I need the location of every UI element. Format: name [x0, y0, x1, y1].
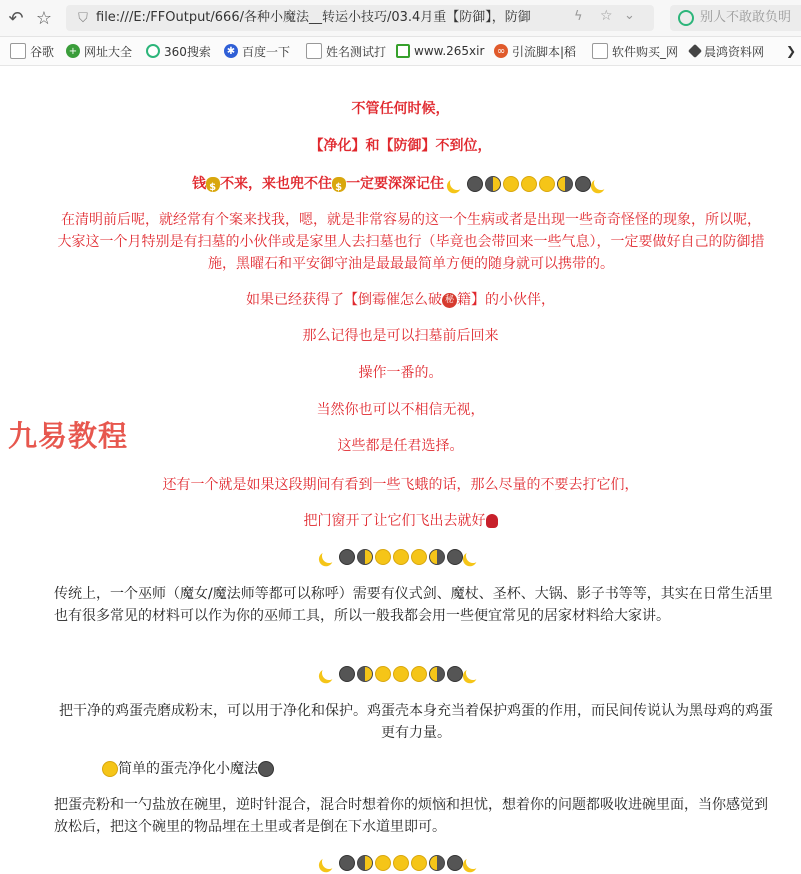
back-icon[interactable]: ↶: [8, 7, 24, 29]
spell-subheading: 简单的蛋壳净化小魔法: [102, 758, 274, 780]
link-icon: ∞: [494, 44, 508, 58]
paw-icon: ✱: [224, 44, 238, 58]
bookmark-item[interactable]: 姓名测试打: [306, 41, 386, 61]
bookmark-item[interactable]: 谷歌: [10, 41, 54, 61]
text-line: 当然你也可以不相信无视，: [316, 402, 485, 418]
bookmark-item[interactable]: ∞ 引流脚本|稻: [494, 41, 576, 61]
moon-phases-icon: [321, 549, 481, 565]
browser-toolbar: [0, 0, 801, 37]
bookmark-item[interactable]: 晨鸿资料网: [690, 41, 764, 61]
bookmark-item[interactable]: + 网址大全: [66, 41, 132, 61]
doc-icon: [306, 43, 322, 59]
bookmark-item[interactable]: 软件购买_网: [592, 41, 678, 61]
moon-divider: [40, 663, 761, 685]
watermark-text: 九易教程: [8, 419, 129, 453]
text-line: 把门窗开了让它们飞出去就好: [40, 510, 761, 532]
url-text[interactable]: file:///E:/FFOutput/666/各种小魔法__转运小技巧/03.4月重【防御】，防御: [96, 10, 531, 25]
rose-icon: [486, 514, 498, 528]
text-line: 操作一番的。: [358, 365, 443, 381]
moon-divider: [40, 852, 761, 874]
heading-line: 不管任何时候，: [351, 101, 450, 117]
doc-icon: [10, 43, 26, 59]
spell-paragraph: 把蛋壳粉和一勺盐放在碗里，逆时针混合，混合时想着你的烦恼和担忧，想着你的问题都吸收进碗里面，当你感觉到放松后，把这个碗里的物品埋在土里或者是倒在下水道里即可。: [54, 797, 768, 835]
bookmarks-bar: [0, 37, 801, 66]
doc-icon: [592, 43, 608, 59]
favorite-star-icon[interactable]: ☆: [600, 8, 613, 24]
search-360-icon: [146, 44, 160, 58]
money-bag-icon: [206, 177, 220, 192]
compass-icon: +: [66, 44, 80, 58]
address-bar[interactable]: [66, 5, 654, 31]
search-icon: [678, 10, 694, 26]
moon-divider: [40, 546, 761, 568]
text-line: 还有一个就是如果这段期间有看到一些飞蛾的话，那么尽量的不要去打它们，: [162, 477, 639, 493]
diamond-icon: [688, 44, 702, 58]
bookmark-item[interactable]: ✱ 百度一下: [224, 41, 290, 61]
text-line: 那么记得也是可以扫墓前后回来: [302, 328, 499, 344]
eggshell-paragraph: 把干净的鸡蛋壳磨成粉末，可以用于净化和保护。鸡蛋壳本身充当着保护鸡蛋的作用，而民间传说认为黑母鸡的鸡蛋更有力量。: [59, 703, 773, 741]
search-box[interactable]: [670, 5, 801, 31]
chevron-down-icon[interactable]: ⌄: [624, 8, 635, 23]
full-moon-icon: [102, 761, 118, 777]
money-bag-icon: [332, 177, 346, 192]
lightning-icon[interactable]: ϟ: [574, 9, 583, 24]
secret-badge-icon: 秘: [442, 293, 457, 308]
shield-icon: ⛉: [78, 10, 88, 26]
new-moon-icon: [258, 761, 274, 777]
heading-line: 【净化】和【防御】不到位，: [309, 138, 492, 154]
moon-phases-icon: [321, 666, 481, 682]
text-line: 这些都是任君选择。: [337, 438, 464, 454]
bookmark-item[interactable]: www.265xir: [396, 41, 484, 61]
bookmark-star-icon[interactable]: ☆: [35, 7, 53, 29]
moon-phases-icon: [321, 855, 481, 871]
wizard-paragraph: 传统上，一个巫师（魔女/魔法师等都可以称呼）需要有仪式剑、魔杖、圣杯、大锅、影子书等等，其实在日常生活里也有很多常见的材料可以作为你的巫师工具，所以一般我都会用一些便宜常见的居家材料给大家讲。: [54, 586, 773, 624]
moon-phases-icon: [449, 176, 609, 192]
heading-line-money: 钱$ 不来，来也兜不住$ 一定要深深记住: [40, 173, 761, 195]
search-input[interactable]: 别人不敢敢负明: [700, 10, 792, 25]
square-icon: [396, 44, 410, 58]
warning-paragraph: 在清明前后呢，就经常有个案来找我，嗯，就是非常容易的这一个生病或者是出现一些奇奇怪怪的现象，所以呢，大家这一个月特别是有扫墓的小伙伴或是家里人去扫墓也行（毕竟也会带回来一些气息），一定要做好自己的防御措施，黑曜石和平安御守油是最最最简单方便的随身就可以携带的。: [57, 212, 765, 272]
page-content: [0, 66, 801, 866]
more-bookmarks-icon[interactable]: ❯: [786, 44, 797, 58]
text-line: 如果已经获得了【倒霉催怎么破 秘 籍】的小伙伴，: [246, 292, 555, 308]
bookmark-item[interactable]: 360搜索: [146, 41, 211, 61]
